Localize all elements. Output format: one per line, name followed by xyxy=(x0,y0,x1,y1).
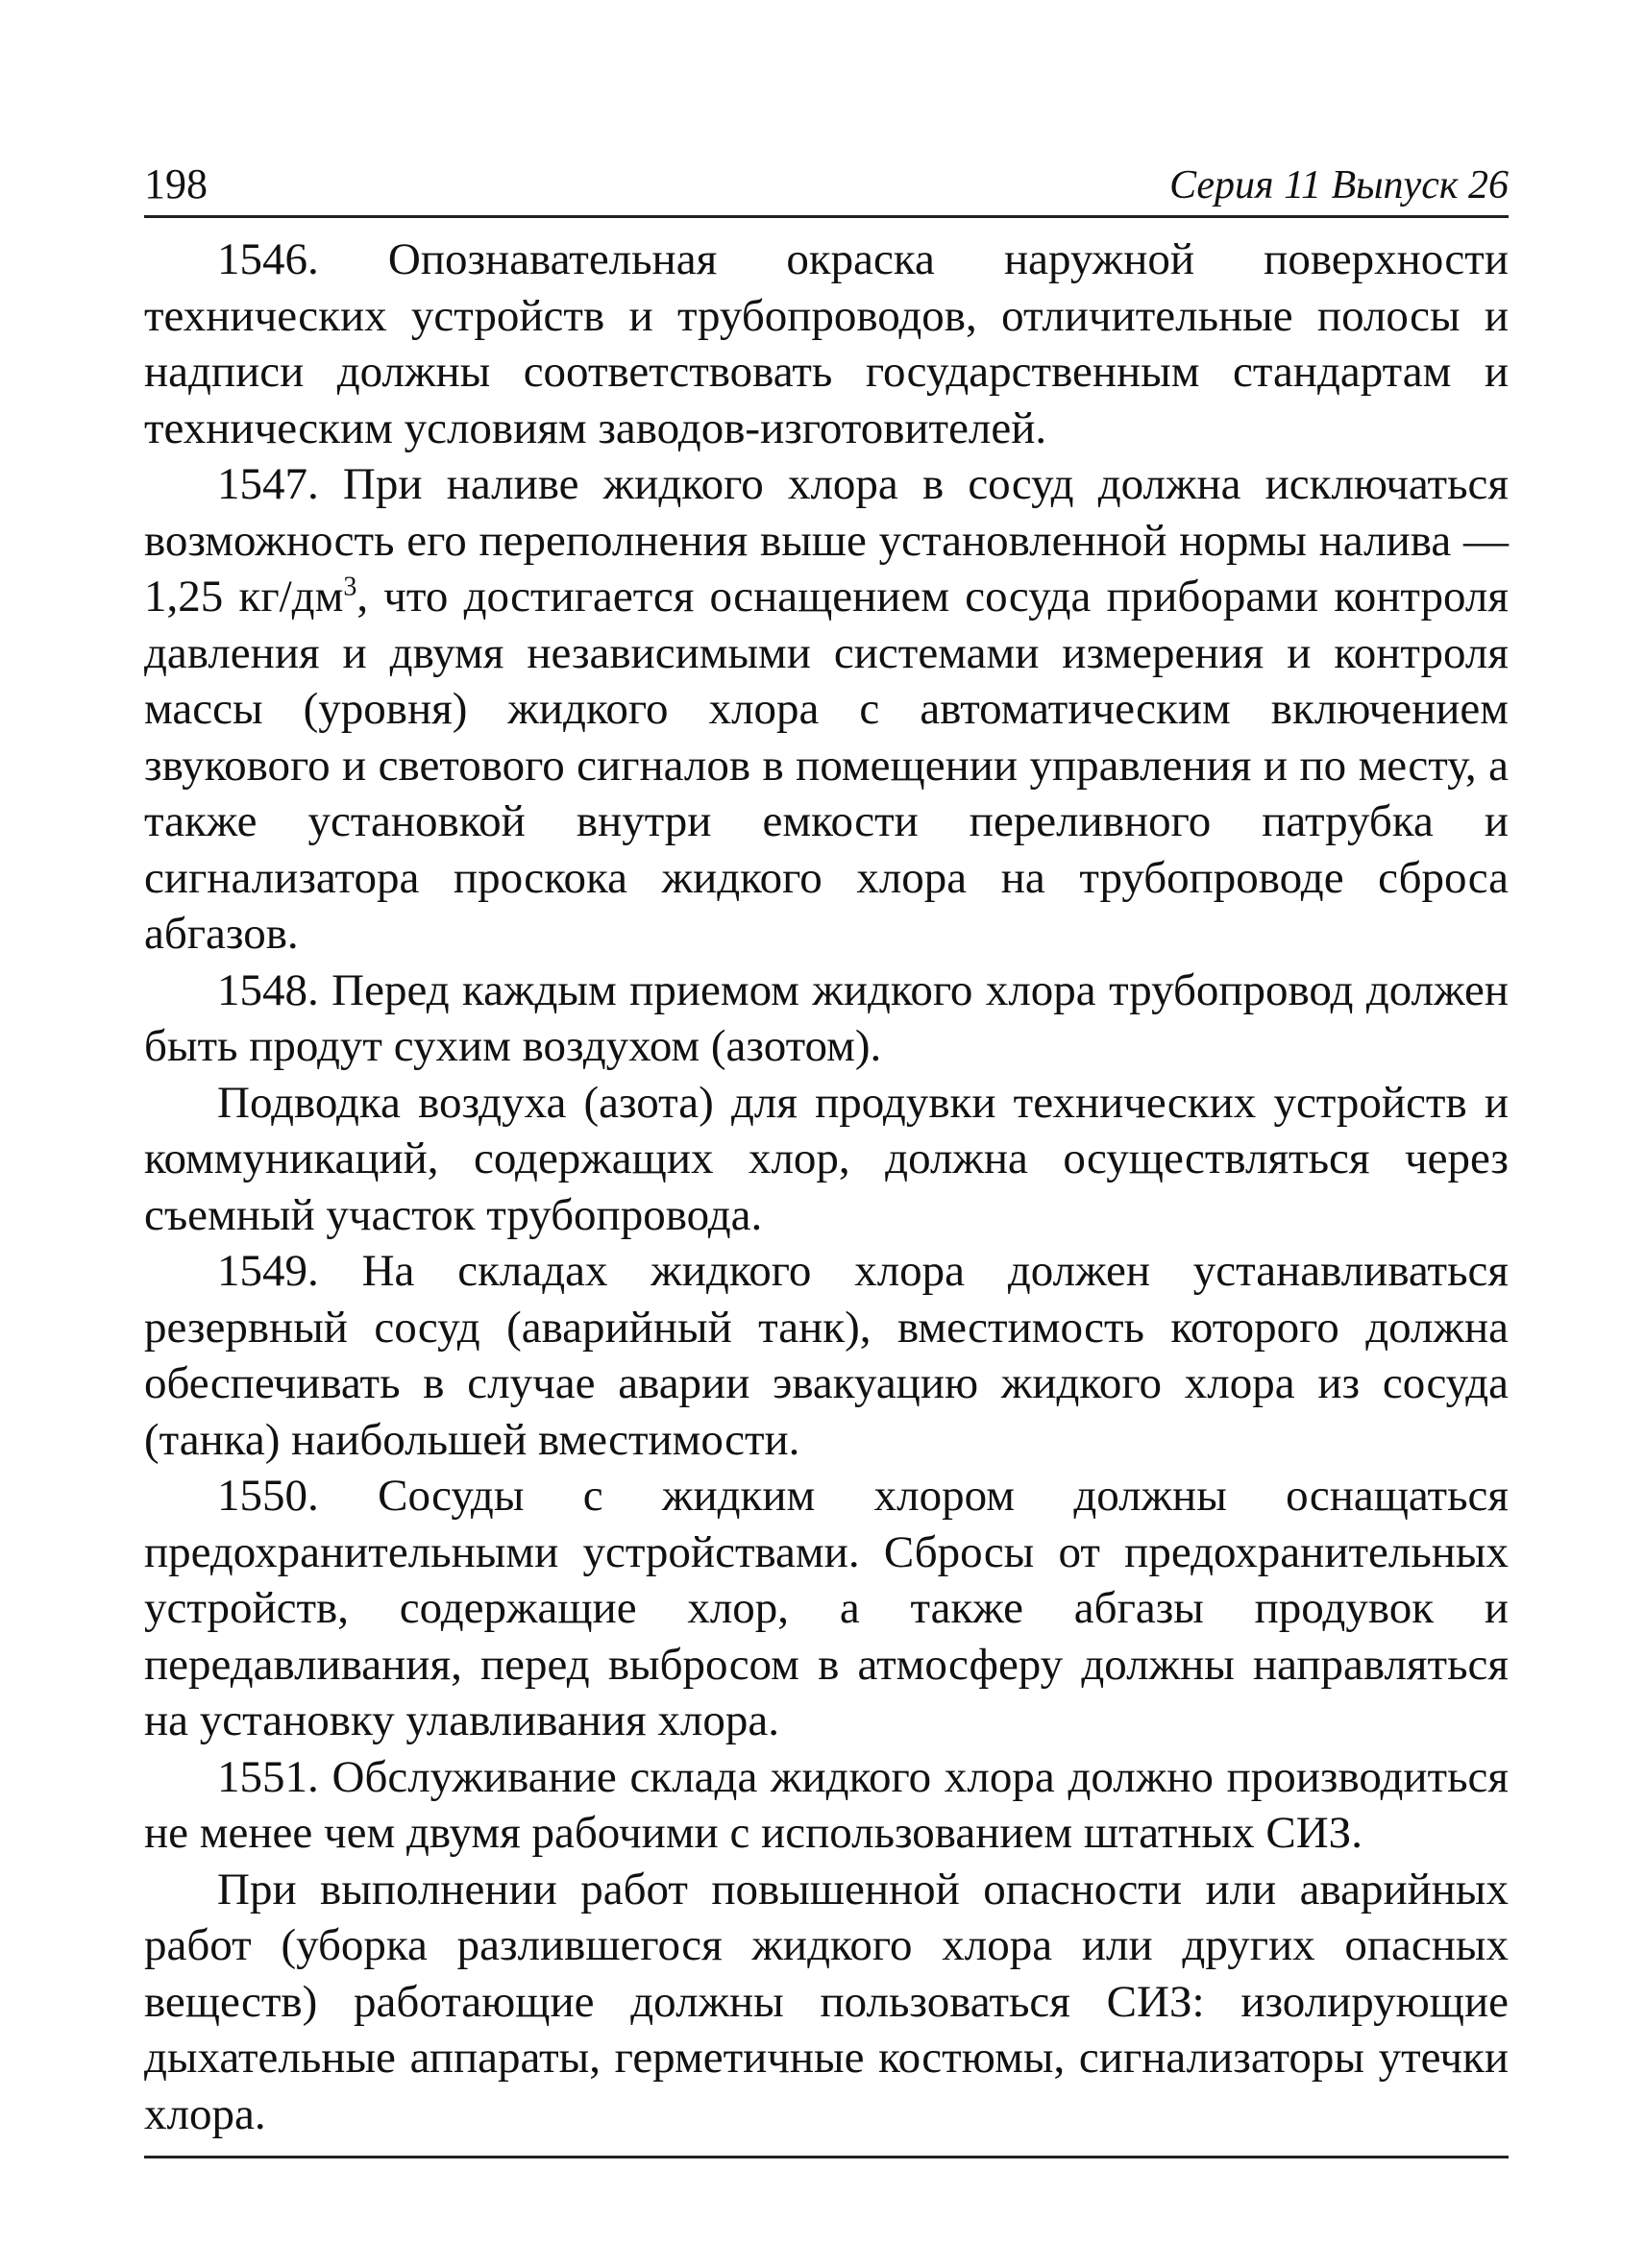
paragraph-1551-continued: При выполнении работ повышенной опасности или аварийных работ (уборка разлившегося жидкого хлора или других опасных веществ) работающие должны пользоваться СИЗ: изолирующие дыхательные аппараты, герметичные костюмы, сигнализаторы утечки хлора. xyxy=(144,1864,1509,2139)
paragraph-1546: 1546. Опознавательная окраска наружной поверхности технических устройств и трубопроводов, отличительные полосы и надписи должны соответствовать государственным стандартам и техническим условиям заводов-изготовителей. xyxy=(144,234,1509,453)
paragraph-1551: 1551. Обслуживание склада жидкого хлора должно производиться не менее чем двумя рабочими с использованием штатных СИЗ. xyxy=(144,1751,1509,1858)
paragraph-1548-continued: Подводка воздуха (азота) для продувки технических устройств и коммуникаций, содержащих хлор, должна осуществляться через съемный участок трубопровода. xyxy=(144,1077,1509,1240)
document-page xyxy=(144,160,1509,2158)
paragraph-1548: 1548. Перед каждым приемом жидкого хлора трубопровод должен быть продут сухим воздухом (азотом). xyxy=(144,964,1509,1071)
paragraph-1547-part2: , что достигается оснащением сосуда приборами контроля давления и двумя независимыми системами измерения и контроля массы (уровня) жидкого хлора с автоматическим включением звукового и светового сигналов в помещении управления и по месту, а также установкой внутри емкости переливного патрубка и сигнализатора проскока жидкого хлора на трубопроводе сброса абгазов. xyxy=(144,572,1509,959)
series-title: Серия 11 Выпуск 26 xyxy=(1169,163,1509,207)
paragraph-1547-part1: 1547. При наливе жидкого хлора в сосуд должна исключаться возможность его переполнения выше установленной нормы налива — 1,25 кг/дм xyxy=(144,459,1509,622)
bottom-divider xyxy=(144,2156,1509,2158)
paragraph-1549: 1549. На складах жидкого хлора должен устанавливаться резервный сосуд (аварийный танк), вместимость которого должна обеспечивать в случае аварии эвакуацию жидкого хлора из сосуда (танка) наибольшей вместимости. xyxy=(144,1246,1509,1465)
paragraph-1547 xyxy=(144,456,1509,963)
unit-superscript: 3 xyxy=(343,572,357,602)
paragraph-1550: 1550. Сосуды с жидким хлором должны оснащаться предохранительными устройствами. Сбросы от предохранительных устройств, содержащие хлор, а также абгазы продувок и передавливания, перед выбросом в атмосферу должны направляться на установку улавливания хлора. xyxy=(144,1471,1509,1745)
running-header xyxy=(144,160,1509,218)
page-number: 198 xyxy=(144,160,208,207)
body-text xyxy=(144,232,1509,2142)
